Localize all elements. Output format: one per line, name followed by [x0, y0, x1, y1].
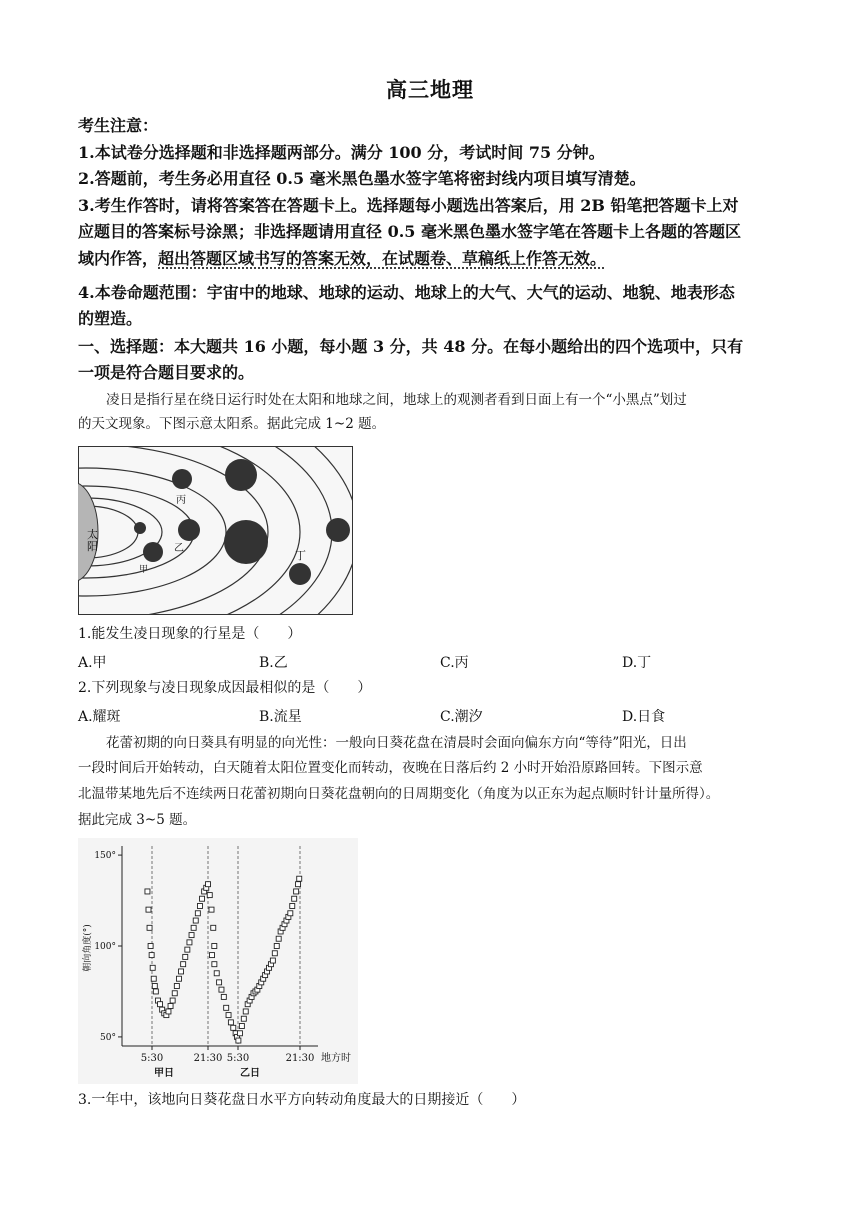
data-point: [166, 1009, 171, 1014]
data-point: [274, 944, 279, 949]
data-point: [297, 876, 302, 881]
q1-option-c[interactable]: C.丙: [440, 655, 469, 671]
planet-mercury: [134, 522, 146, 534]
data-point: [170, 998, 175, 1003]
data-point: [183, 954, 188, 959]
data-point: [176, 976, 181, 981]
x-tick-label: 21:30: [193, 1053, 223, 1064]
notice-item-3: 3.考生作答时，请将答案答在答题卡上。选择题每小题选出答案后，用 2B 铅笔把答题卡上对: [78, 196, 739, 215]
q1-stem: 1.能发生凌日现象的行星是（ ）: [78, 626, 302, 642]
data-point: [158, 1002, 163, 1007]
q2-option-c[interactable]: C.潮汐: [440, 709, 483, 725]
chart-background: [78, 838, 358, 1084]
data-point: [185, 947, 190, 952]
data-point: [243, 1009, 248, 1014]
data-point: [206, 882, 211, 887]
data-point: [217, 980, 222, 985]
planet-jia: [143, 542, 163, 562]
data-point: [228, 1020, 233, 1025]
q2-options: [78, 706, 798, 726]
q2-option-b[interactable]: B.流星: [259, 709, 302, 725]
data-point: [151, 976, 156, 981]
data-point: [145, 889, 150, 894]
data-point: [221, 994, 226, 999]
data-point: [212, 944, 217, 949]
data-point: [226, 1013, 231, 1018]
q1-option-d[interactable]: D.丁: [622, 655, 652, 671]
notice-item-2: 2.答题前，考生务必用直径 0.5 毫米黑色墨水签字笔将密封线内项目填写清楚。: [78, 169, 646, 188]
notice-item-3-end-a: 域内作答，: [78, 249, 159, 268]
q1-option-a[interactable]: A.甲: [78, 655, 107, 671]
data-point: [187, 940, 192, 945]
notice-emphasis: 超出答题区域书写的答案无效，在试题卷、草稿纸上作答无效。: [158, 249, 607, 268]
data-point: [270, 958, 275, 963]
data-point: [193, 918, 198, 923]
data-point: [207, 893, 212, 898]
data-point: [288, 911, 293, 916]
data-point: [219, 987, 224, 992]
data-point: [296, 882, 301, 887]
notice-item-4: 4.本卷命题范围：宇宙中的地球、地球的运动、地球上的大气、大气的运动、地貌、地表形态: [78, 283, 735, 302]
planet-neptune: [326, 518, 350, 542]
data-point: [292, 896, 297, 901]
data-point: [168, 1004, 173, 1009]
data-point: [189, 933, 194, 938]
notice-item-3-end: [78, 248, 798, 270]
data-point: [200, 896, 205, 901]
label-jia: 甲: [139, 565, 149, 575]
data-point: [214, 971, 219, 976]
data-point: [210, 953, 215, 958]
q2-option-a[interactable]: A.耀斑: [78, 709, 121, 725]
passage1-line1: 凌日是指行星在绕日运行时处在太阳和地球之间，地球上的观测者看到日面上有一个“小黑点”划过: [106, 392, 687, 408]
q1-options: [78, 652, 798, 672]
day-label: 甲日: [154, 1068, 174, 1079]
data-point: [272, 951, 277, 956]
notice-item-4-cont: 的塑造。: [78, 309, 143, 328]
passage2-line2: 一段时间后开始转动，白天随着太阳位置变化而转动，夜晚在日落后约 2 小时开始沿原路回转。下图示意: [78, 760, 703, 776]
label-ding: 丁: [295, 549, 306, 562]
label-bing: 丙: [176, 495, 186, 506]
data-point: [191, 925, 196, 930]
data-point: [231, 1025, 236, 1030]
passage2-line1: 花蕾初期的向日葵具有明显的向光性：一般向日葵花盘在清晨时会面向偏东方向“等待”阳光，日出: [106, 735, 687, 751]
data-point: [181, 962, 186, 967]
data-point: [172, 991, 177, 996]
data-point: [150, 965, 155, 970]
planet-ding: [289, 563, 311, 585]
y-tick-label: 150°: [94, 851, 116, 862]
page-title: 高三地理: [386, 77, 474, 102]
notice-item-3-cont: 应题目的答案标号涂黑；非选择题请用直径 0.5 毫米黑色墨水签字笔在答题卡上各题的答题区: [78, 222, 741, 241]
data-point: [239, 1024, 244, 1029]
data-point: [276, 936, 281, 941]
planet-jupiter: [225, 459, 257, 491]
data-point: [153, 989, 158, 994]
q1-option-b[interactable]: B.乙: [259, 655, 288, 671]
y-axis-label: 朝向角度(°): [83, 924, 93, 972]
data-point: [294, 889, 299, 894]
data-point: [209, 907, 214, 912]
y-tick-label: 50°: [100, 1032, 116, 1043]
data-point: [148, 944, 153, 949]
data-point: [146, 907, 151, 912]
data-point: [147, 925, 152, 930]
data-point: [174, 984, 179, 989]
q3-stem: 3.一年中，该地向日葵花盘日水平方向转动角度最大的日期接近（ ）: [78, 1092, 526, 1108]
passage1-line2: 的天文现象。下图示意太阳系。据此完成 1~2 题。: [78, 416, 386, 432]
data-point: [237, 1031, 242, 1036]
passage2-line3: 北温带某地先后不连续两日花蕾初期向日葵花盘朝向的日周期变化（角度为以正东为起点顺时针计量所得）。: [78, 786, 720, 802]
section1-heading: 一、选择题：本大题共 16 小题，每小题 3 分，共 48 分。在每小题给出的四个选项中，只有: [78, 337, 744, 356]
data-point: [290, 904, 295, 909]
solar-system-diagram: [78, 446, 354, 616]
data-point: [224, 1005, 229, 1010]
x-tick-label: 21:30: [285, 1053, 315, 1064]
planet-saturn: [224, 520, 268, 564]
data-point: [236, 1038, 241, 1043]
data-point: [149, 953, 154, 958]
data-point: [197, 904, 202, 909]
data-point: [212, 962, 217, 967]
sun-label-1: 太: [87, 528, 98, 541]
x-tick-label: 5:30: [226, 1053, 250, 1064]
sunflower-orientation-chart: [78, 838, 358, 1084]
sun-label-2: 阳: [87, 540, 98, 553]
section1-heading-cont: 一项是符合题目要求的。: [78, 363, 255, 382]
data-point: [179, 969, 184, 974]
x-axis-label: 地方时: [321, 1053, 351, 1064]
day-label: 乙日: [240, 1068, 260, 1079]
x-tick-label: 5:30: [140, 1053, 164, 1064]
notice-item-1: 1.本试卷分选择题和非选择题两部分。满分 100 分，考试时间 75 分钟。: [78, 143, 605, 162]
q2-option-d[interactable]: D.日食: [622, 709, 666, 725]
planet-yi: [178, 519, 200, 541]
data-point: [195, 911, 200, 916]
q2-stem: 2.下列现象与凌日现象成因最相似的是（ ）: [78, 680, 372, 696]
data-point: [211, 925, 216, 930]
passage2-line4: 据此完成 3~5 题。: [78, 812, 197, 828]
label-yi: 乙: [174, 543, 184, 554]
data-point: [152, 984, 157, 989]
data-point: [241, 1016, 246, 1021]
notice-heading: 考生注意：: [78, 116, 159, 135]
planet-bing: [172, 469, 192, 489]
y-tick-label: 100°: [94, 942, 116, 952]
